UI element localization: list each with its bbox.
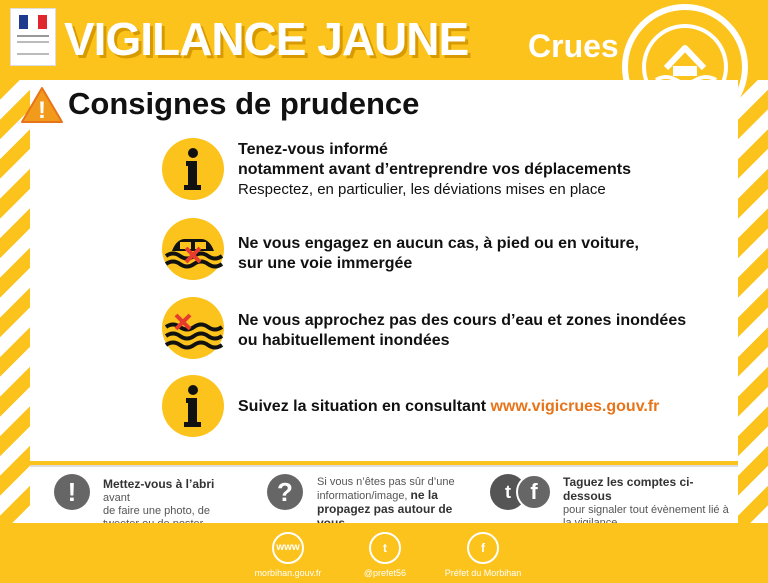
item-informed-line3: Respectez, en particulier, les déviations mises en place [238, 181, 606, 198]
section-title: Consignes de prudence [68, 86, 420, 121]
advice-share-bold2: ne la [410, 488, 438, 502]
item-no-entry-line1: Ne vous engagez en aucun cas, à pied ou en voiture, [238, 235, 639, 252]
item-approach-line1: Ne vous approchez pas des cours d’eau et zones inondées [238, 312, 687, 329]
item-informed-line1: Tenez-vous informé [238, 141, 388, 158]
left-stripes [0, 80, 30, 523]
warning-icon [20, 85, 64, 125]
facebook-icon: f [467, 532, 499, 564]
facebook-icon: f [516, 474, 552, 510]
advice-shelter-bold: Mettez-vous à l’abri [103, 477, 215, 491]
water-danger-icon [162, 297, 224, 359]
item-informed-line2: notamment avant d’entreprendre vos déplacements [238, 161, 631, 178]
item-follow [238, 397, 659, 417]
footer-facebook-label: Préfet du Morbihan [444, 568, 522, 578]
item-follow-text: Suivez la situation en consultant [238, 398, 491, 415]
info-icon [162, 375, 224, 437]
footer-website-label: morbihan.gouv.fr [254, 568, 322, 578]
advice-share-text2: information/image, [317, 490, 411, 502]
car-flood-icon [162, 218, 224, 280]
twitter-facebook-icon [490, 474, 552, 510]
twitter-icon: t [490, 474, 526, 510]
french-flag-icon [19, 15, 47, 29]
item-approach-line2: ou habituellement inondées [238, 332, 450, 349]
item-approach [238, 311, 686, 351]
footer-website[interactable] [253, 532, 323, 578]
www-icon: www [272, 532, 304, 564]
twitter-icon: t [369, 532, 401, 564]
footer-facebook[interactable] [438, 532, 528, 578]
item-no-entry-line2: sur une voie immergée [238, 255, 413, 272]
advice-tag [563, 476, 733, 530]
exclamation-icon: ! [54, 474, 90, 510]
vigicrues-link[interactable]: www.vigicrues.gouv.fr [490, 398, 660, 415]
page-title: VIGILANCE JAUNE [64, 13, 469, 65]
advice-share-bold3: propagez pas autour de [317, 502, 453, 516]
advice-tag-bold: Taguez les comptes ci-dessous [563, 475, 694, 503]
advice-shelter-text2: de faire une photo, de [103, 505, 211, 517]
svg-text:!: ! [38, 97, 46, 124]
footer-twitter[interactable] [352, 532, 418, 578]
advice-share-text1: Si vous n’êtes pas sûr d’une [317, 476, 455, 488]
info-icon [162, 138, 224, 200]
prefecture-logo [10, 8, 56, 66]
advice-shelter-text1: avant [103, 492, 130, 504]
category-label: Crues [528, 28, 619, 64]
footer-twitter-label: @prefet56 [363, 568, 407, 578]
item-no-entry [238, 234, 639, 274]
item-informed [238, 140, 631, 200]
right-stripes [738, 80, 768, 523]
advice-tag-text1: pour signaler tout évènement lié à [563, 504, 729, 516]
question-icon: ? [267, 474, 303, 510]
